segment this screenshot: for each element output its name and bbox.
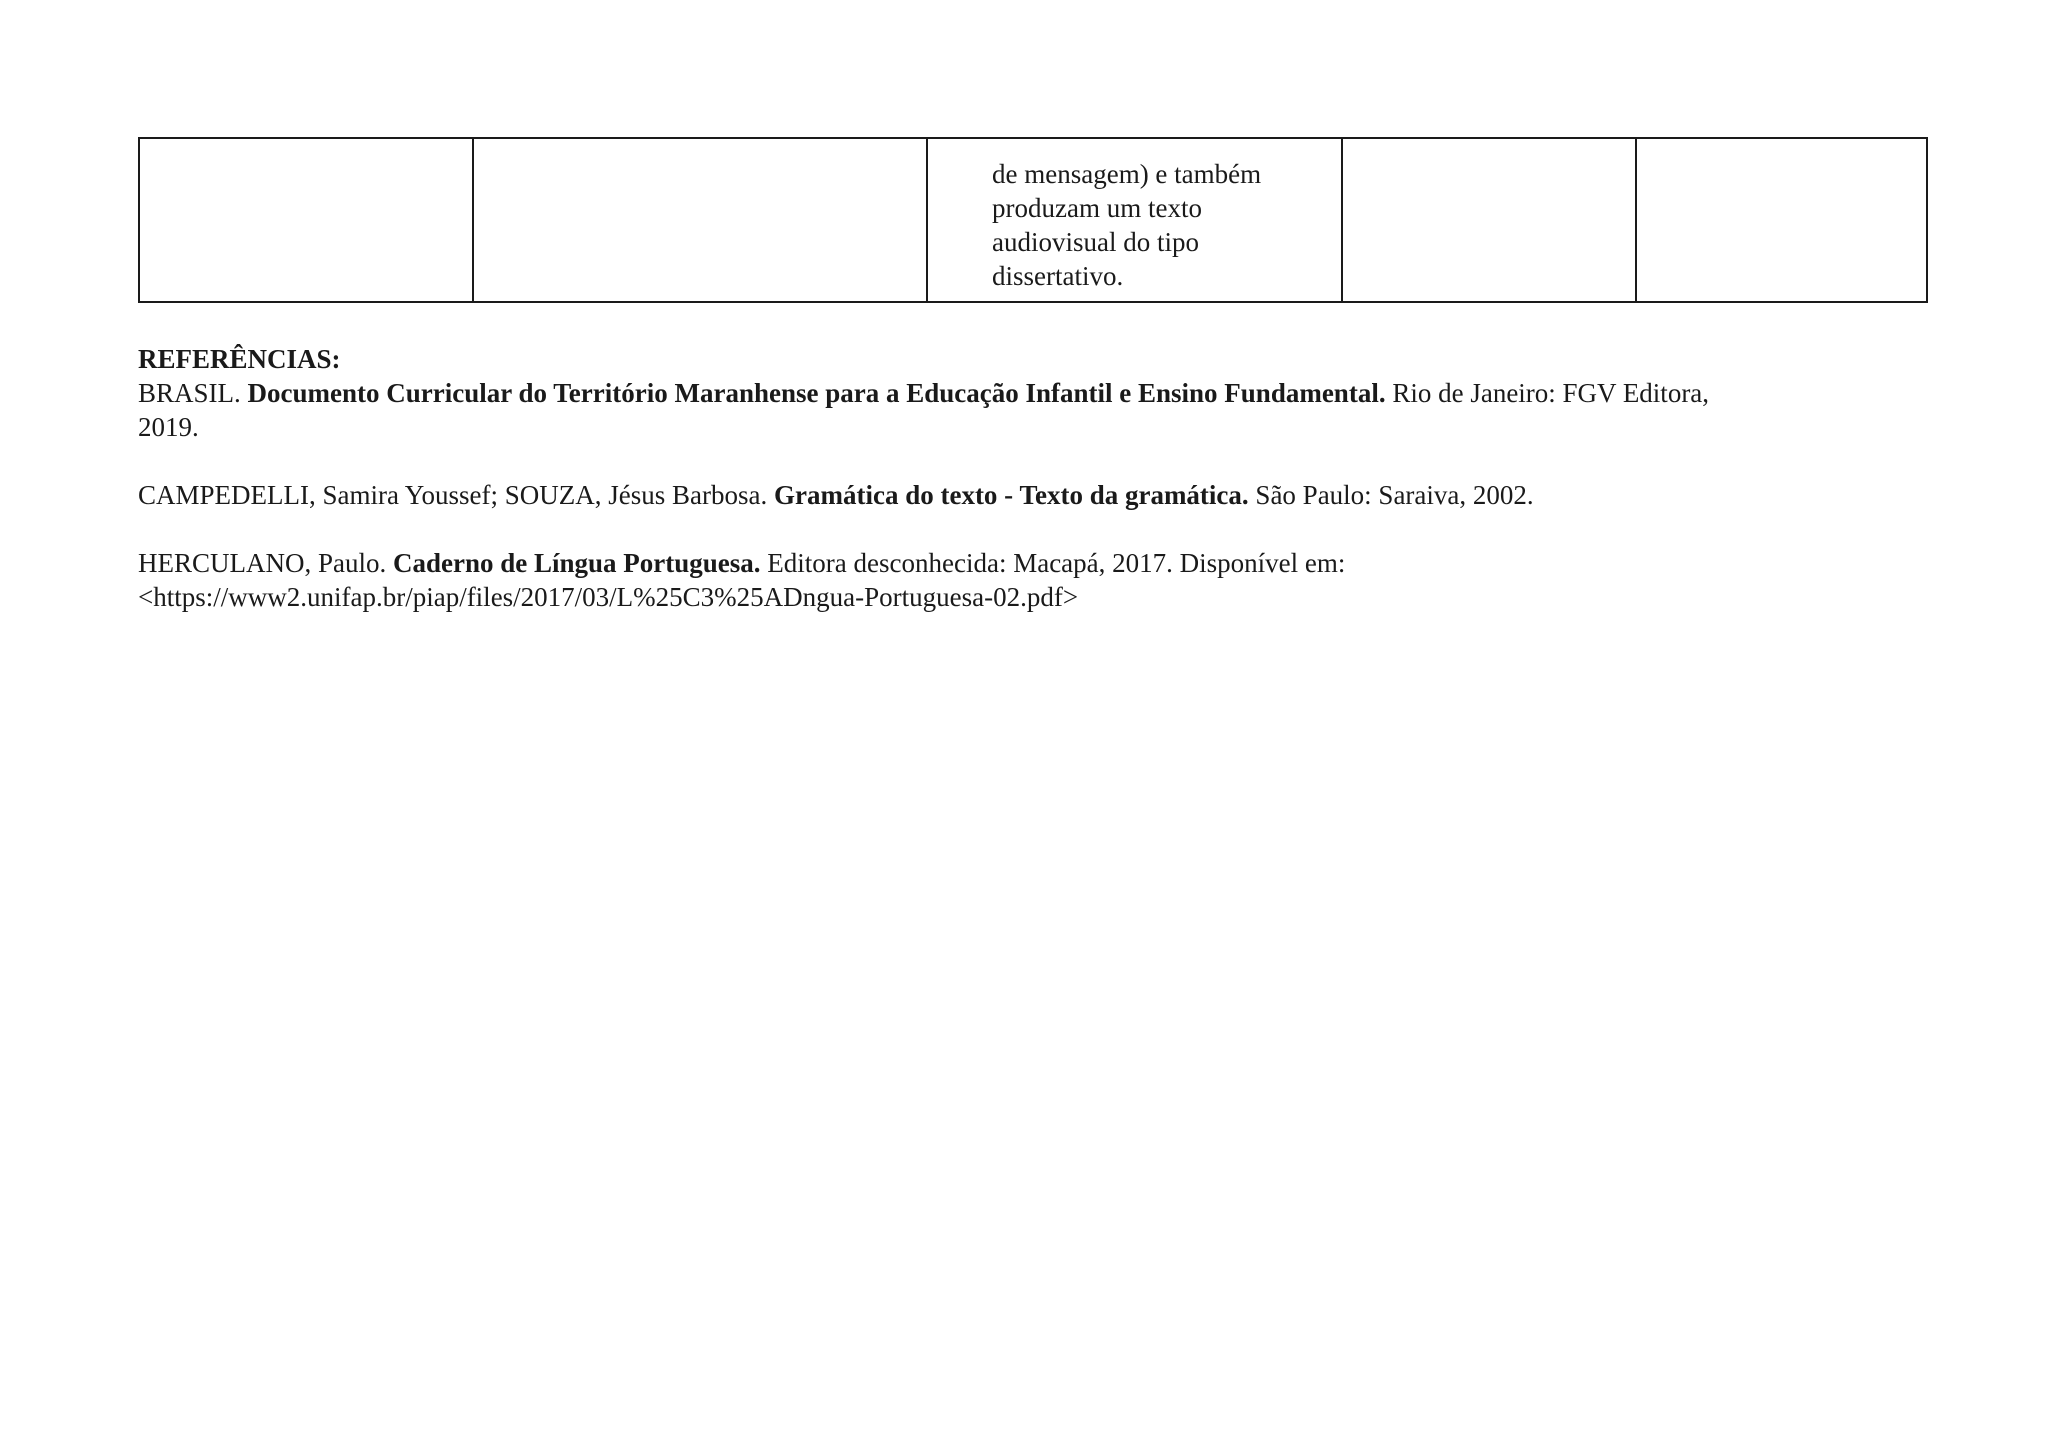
table-row — [139, 138, 1927, 302]
reference-url: <https://www2.unifap.br/piap/files/2017/03/L%25C3%25ADngua-Portuguesa-02.pdf> — [138, 582, 1079, 612]
reference-item-herculano — [138, 546, 1928, 580]
reference-publication: Rio de Janeiro: FGV Editora, — [1385, 378, 1710, 408]
reference-publication: Editora desconhecida: Macapá, 2017. Disponível em: — [760, 548, 1346, 578]
reference-author: CAMPEDELLI, Samira Youssef; SOUZA, Jésus Barbosa. — [138, 480, 774, 510]
table-cell-4 — [1342, 138, 1636, 302]
cell-line: dissertativo. — [992, 261, 1124, 291]
lesson-plan-table — [138, 137, 1928, 303]
cell-line: de mensagem) e também — [992, 159, 1262, 189]
reference-author: HERCULANO, Paulo. — [138, 548, 393, 578]
table-cell-5 — [1636, 138, 1927, 302]
reference-item-brasil-year: 2019. — [138, 412, 199, 442]
reference-title: Documento Curricular do Território Maranhense para a Educação Infantil e Ensino Fundamental. — [247, 378, 1386, 408]
table-cell-1 — [139, 138, 473, 302]
cell-line: audiovisual do tipo — [992, 227, 1199, 257]
reference-title: Gramática do texto - Texto da gramática. — [774, 480, 1249, 510]
references-heading: REFERÊNCIAS: — [138, 344, 341, 374]
reference-title: Caderno de Língua Portuguesa. — [393, 548, 761, 578]
reference-item-campedelli — [138, 478, 1928, 512]
cell-text-block — [928, 139, 1341, 293]
reference-author: BRASIL. — [138, 378, 248, 408]
reference-publication: São Paulo: Saraiva, 2002. — [1248, 480, 1534, 510]
cell-line: produzam um texto — [992, 193, 1202, 223]
reference-item-brasil — [138, 376, 1928, 410]
table-cell-3 — [927, 138, 1342, 302]
references-section — [138, 342, 1928, 614]
table-cell-2 — [473, 138, 927, 302]
